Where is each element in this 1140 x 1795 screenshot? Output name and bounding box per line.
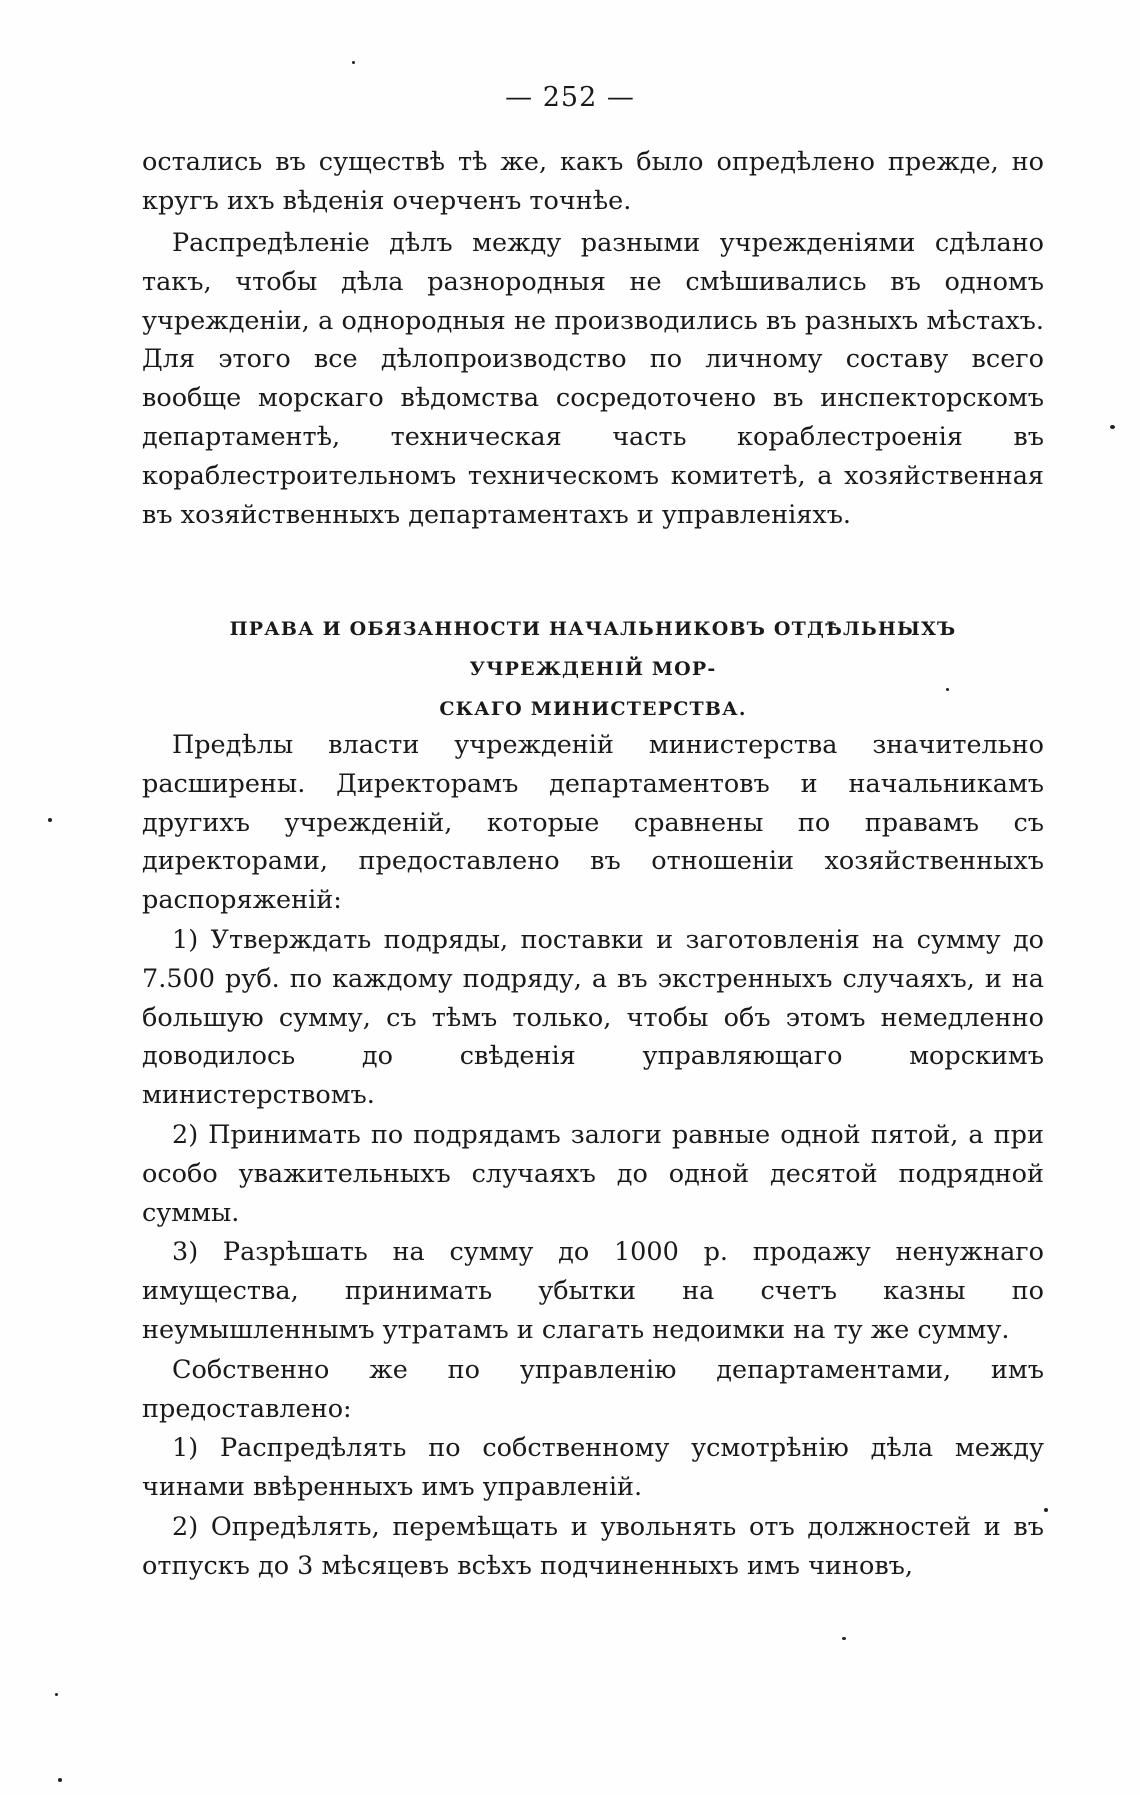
paragraph: 2) Принимать по подрядамъ залоги равные одной пятой, а при особо уважительныхъ случаяхъ до одной десятой подрядной суммы.: [142, 1119, 1044, 1228]
text-block-top: [142, 143, 1044, 221]
paragraph: 1) Утверждать подряды, поставки и заготовленія на сумму до 7.500 руб. по каждому подряду, а въ экстренныхъ случаяхъ, и на большую сумму, съ тѣмъ только, чтобы объ этомъ немедленно доводилось до свѣденія управляющаго морскимъ министерствомъ.: [142, 924, 1044, 1111]
text-block-main: [142, 726, 1044, 1586]
scan-speck: [1110, 425, 1115, 429]
section-heading-line: СКАГО МИНИСТЕРСТВА.: [439, 698, 747, 720]
scan-speck: [48, 818, 52, 822]
text-block-distribution: [142, 224, 1044, 534]
paragraph: остались въ существѣ тѣ же, какъ было опредѣлено прежде, но кругъ ихъ вѣденія очерченъ точнѣе.: [142, 147, 1044, 216]
paragraph: Предѣлы власти учрежденій министерства значительно расширены. Директорамъ департаментовъ и начальникамъ другихъ учрежденій, которые сравнены по правамъ съ директорами, предоставлено въ отношеніи хозяйственныхъ распоряженій:: [142, 730, 1044, 916]
paragraph: 3) Разрѣшать на сумму до 1000 р. продажу ненужнаго имущества, принимать убытки на счетъ казны по неумышленнымъ утратамъ и слагать недоимки на ту же сумму.: [142, 1237, 1044, 1345]
paragraph: 2) Опредѣлять, перемѣщать и увольнять отъ должностей и въ отпускъ до 3 мѣсяцевъ всѣхъ подчиненныхъ имъ чиновъ,: [142, 1511, 1044, 1581]
scan-speck: [58, 1778, 62, 1782]
scan-speck: [352, 61, 355, 64]
scan-speck: [1044, 1508, 1048, 1512]
paragraph: Собственно же по управленію департаментами, имъ предоставлено:: [142, 1354, 1044, 1424]
scan-speck: [946, 688, 949, 691]
page-number: — 252 —: [505, 82, 635, 113]
paragraph: 1) Распредѣлять по собственному усмотрѣнію дѣла между чинами ввѣренныхъ имъ управленій.: [142, 1433, 1044, 1503]
scan-speck: [55, 1693, 58, 1696]
scan-speck: [842, 1637, 846, 1640]
section-heading-line: ПРАВА И ОБЯЗАННОСТИ НАЧАЛЬНИКОВЪ ОТДѢЛЬНЫХЪ УЧРЕЖДЕНІЙ МОР-: [229, 618, 957, 680]
paragraph: Распредѣленіе дѣлъ между разными учрежденіями сдѣлано такъ, чтобы дѣла разнородныя не смѣшивались въ одномъ учрежденіи, а однородныя не производились въ разныхъ мѣстахъ. Для этого все дѣлопроизводство по личному составу всего вообще морскаго вѣдомства сосредоточено въ инспекторскомъ департаментѣ, техническая часть кораблестроенія въ кораблестроительномъ техническомъ комитетѣ, а хозяйственная въ хозяйственныхъ департаментахъ и управленіяхъ.: [142, 228, 1044, 530]
section-heading: [142, 609, 1044, 729]
